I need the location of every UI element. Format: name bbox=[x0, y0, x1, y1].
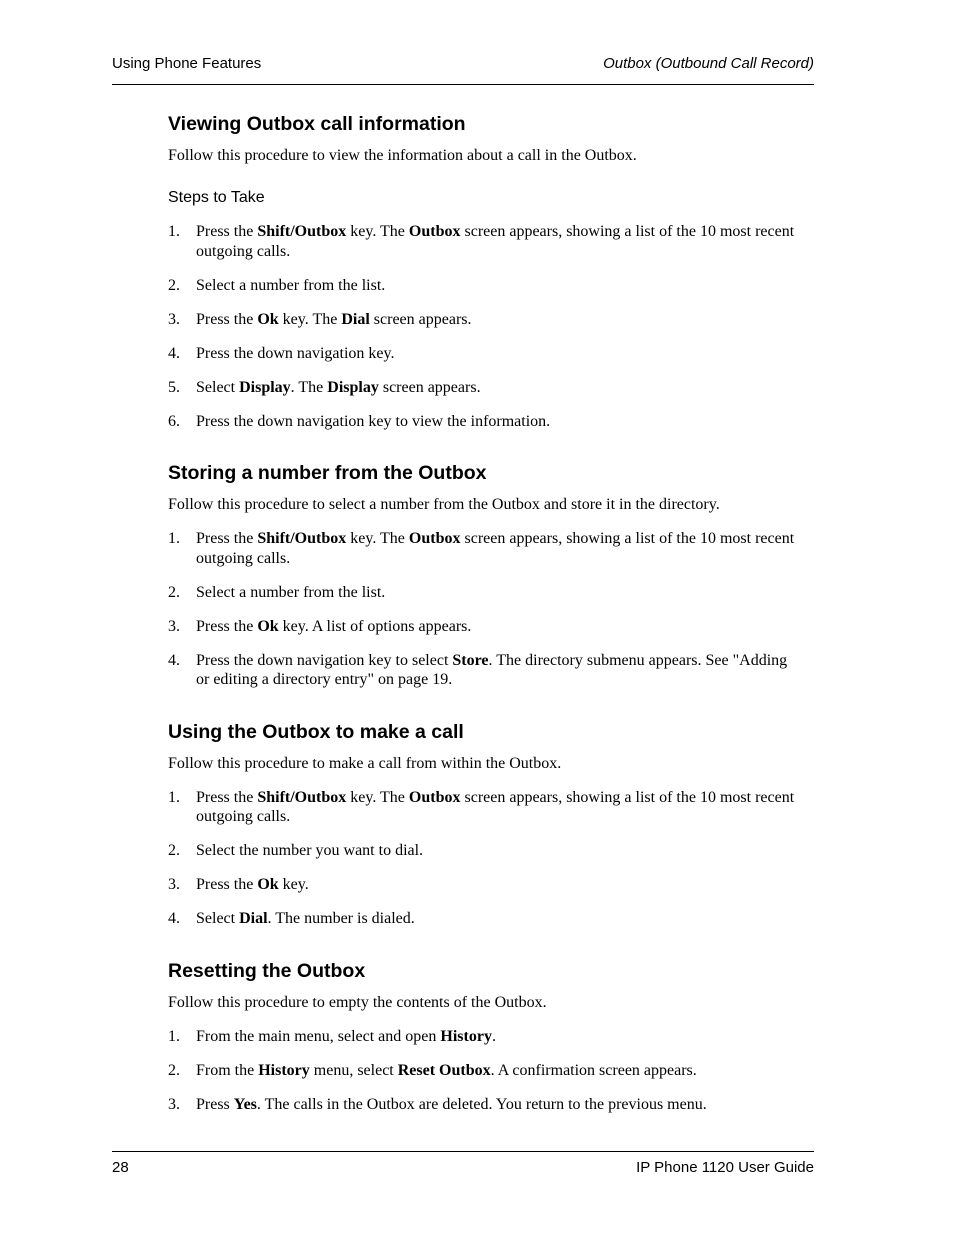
steps-list bbox=[168, 222, 798, 431]
footer-guide-title: IP Phone 1120 User Guide bbox=[636, 1159, 814, 1176]
step-text: Press the bbox=[196, 788, 258, 806]
step-item bbox=[168, 412, 798, 432]
step-item bbox=[168, 222, 798, 261]
page-footer bbox=[112, 1159, 814, 1179]
step-text: menu, select bbox=[309, 1061, 398, 1079]
step-text: Select the number you want to dial. bbox=[196, 842, 424, 859]
step-number: 1. bbox=[168, 1027, 180, 1045]
footer-divider bbox=[112, 1151, 814, 1152]
step-emphasis: Shift/Outbox bbox=[257, 530, 347, 547]
step-text: From the bbox=[196, 1061, 259, 1079]
step-item bbox=[168, 1027, 798, 1047]
section-heading: Viewing Outbox call information bbox=[168, 113, 466, 135]
step-number: 1. bbox=[168, 223, 180, 240]
header-chapter-title: Outbox (Outbound Call Record) bbox=[603, 55, 814, 72]
page-header bbox=[112, 55, 814, 75]
step-text: key. bbox=[278, 876, 309, 893]
section-heading: Storing a number from the Outbox bbox=[168, 462, 487, 484]
step-emphasis: Ok bbox=[257, 876, 279, 893]
step-emphasis: Yes bbox=[233, 1095, 257, 1113]
step-text: Press the down navigation key to view the information. bbox=[196, 412, 551, 430]
step-text: Press the bbox=[196, 310, 258, 328]
step-item bbox=[168, 529, 798, 568]
step-text: Press the bbox=[196, 876, 258, 893]
step-item bbox=[168, 909, 798, 929]
step-text: Press the bbox=[196, 223, 258, 240]
step-emphasis: Display bbox=[327, 378, 379, 396]
step-number: 3. bbox=[168, 310, 180, 328]
steps-list bbox=[168, 529, 798, 690]
step-text: Press the bbox=[196, 530, 258, 547]
step-emphasis: History bbox=[258, 1061, 310, 1079]
section-storing-number bbox=[168, 459, 798, 690]
step-item bbox=[168, 1095, 798, 1115]
step-item bbox=[168, 841, 798, 861]
steps-title: Steps to Take bbox=[168, 189, 265, 206]
step-emphasis: Reset Outbox bbox=[397, 1061, 491, 1079]
step-emphasis: Dial bbox=[239, 910, 268, 927]
step-text: Select a number from the list. bbox=[196, 583, 386, 601]
step-emphasis: Ok bbox=[257, 310, 279, 328]
step-text: . The number is dialed. bbox=[267, 910, 415, 927]
step-item bbox=[168, 651, 798, 690]
header-divider bbox=[112, 84, 814, 85]
step-emphasis: Store bbox=[452, 651, 489, 669]
step-emphasis: Outbox bbox=[408, 223, 461, 240]
step-text: . The bbox=[290, 378, 328, 396]
step-emphasis: Shift/Outbox bbox=[257, 223, 347, 240]
step-text: screen appears. bbox=[369, 310, 472, 328]
step-item bbox=[168, 276, 798, 296]
step-number: 6. bbox=[168, 412, 180, 430]
step-emphasis: Outbox bbox=[408, 530, 461, 547]
section-intro: Follow this procedure to make a call from within the Outbox. bbox=[168, 754, 562, 772]
step-text: key. The bbox=[278, 310, 342, 328]
step-number: 2. bbox=[168, 842, 180, 859]
step-text: screen appears. bbox=[378, 378, 481, 396]
step-item bbox=[168, 344, 798, 364]
step-number: 4. bbox=[168, 344, 180, 362]
step-text: key. The bbox=[346, 788, 409, 806]
step-emphasis: Ok bbox=[257, 617, 279, 635]
step-number: 3. bbox=[168, 876, 180, 893]
steps-list bbox=[168, 1027, 798, 1115]
header-section-title: Using Phone Features bbox=[112, 55, 262, 72]
step-text: key. The bbox=[346, 530, 409, 547]
step-text: From the main menu, select and open bbox=[196, 1027, 441, 1045]
section-heading: Using the Outbox to make a call bbox=[168, 720, 464, 743]
step-text: Press bbox=[196, 1095, 234, 1113]
section-make-call bbox=[168, 718, 798, 929]
step-number: 1. bbox=[168, 788, 180, 806]
step-number: 1. bbox=[168, 530, 180, 547]
steps-list bbox=[168, 788, 798, 929]
step-number: 2. bbox=[168, 583, 180, 601]
step-text: Press the down navigation key. bbox=[196, 344, 395, 362]
step-item bbox=[168, 583, 798, 603]
step-text: key. A list of options appears. bbox=[278, 617, 472, 635]
step-text: screen appears, showing a list of the 10 most recent outgoing calls. bbox=[196, 530, 795, 567]
step-item bbox=[168, 310, 798, 330]
step-text: screen appears, showing a list of the 10 most recent outgoing calls. bbox=[196, 223, 795, 260]
step-emphasis: History bbox=[440, 1027, 492, 1045]
step-text: . bbox=[491, 1027, 496, 1045]
step-text: . The calls in the Outbox are deleted. You return to the previous menu. bbox=[256, 1095, 707, 1113]
step-number: 4. bbox=[168, 651, 180, 669]
section-resetting-outbox bbox=[168, 957, 798, 1115]
step-number: 2. bbox=[168, 276, 180, 294]
step-text: Select a number from the list. bbox=[196, 276, 386, 294]
step-text: key. The bbox=[346, 223, 409, 240]
step-item bbox=[168, 788, 798, 827]
step-item bbox=[168, 617, 798, 637]
step-number: 5. bbox=[168, 378, 180, 396]
section-heading: Resetting the Outbox bbox=[168, 959, 366, 982]
step-item bbox=[168, 875, 798, 895]
step-text: Press the down navigation key to select bbox=[196, 651, 453, 669]
step-text: screen appears, showing a list of the 10 most recent outgoing calls. bbox=[196, 788, 795, 825]
step-item bbox=[168, 1061, 798, 1081]
step-emphasis: Dial bbox=[341, 310, 370, 328]
section-intro: Follow this procedure to view the information about a call in the Outbox. bbox=[168, 147, 637, 164]
section-viewing-outbox bbox=[168, 110, 798, 431]
step-number: 2. bbox=[168, 1061, 180, 1079]
step-text: Select bbox=[196, 910, 240, 927]
step-item bbox=[168, 378, 798, 398]
step-emphasis: Outbox bbox=[408, 788, 461, 806]
step-text: . The directory submenu appears. See "Adding or editing a directory entry" on page 19. bbox=[196, 651, 788, 688]
section-intro: Follow this procedure to select a number from the Outbox and store it in the directory. bbox=[168, 496, 720, 513]
step-text: Select bbox=[196, 378, 240, 396]
step-emphasis: Display bbox=[239, 378, 291, 396]
step-number: 3. bbox=[168, 617, 180, 635]
page-number: 28 bbox=[112, 1159, 129, 1176]
step-text: . A confirmation screen appears. bbox=[490, 1061, 697, 1079]
step-emphasis: Shift/Outbox bbox=[257, 788, 347, 806]
page-content bbox=[168, 110, 798, 1114]
section-intro: Follow this procedure to empty the contents of the Outbox. bbox=[168, 993, 547, 1011]
step-number: 4. bbox=[168, 910, 180, 927]
step-text: Press the bbox=[196, 617, 258, 635]
step-number: 3. bbox=[168, 1095, 180, 1113]
